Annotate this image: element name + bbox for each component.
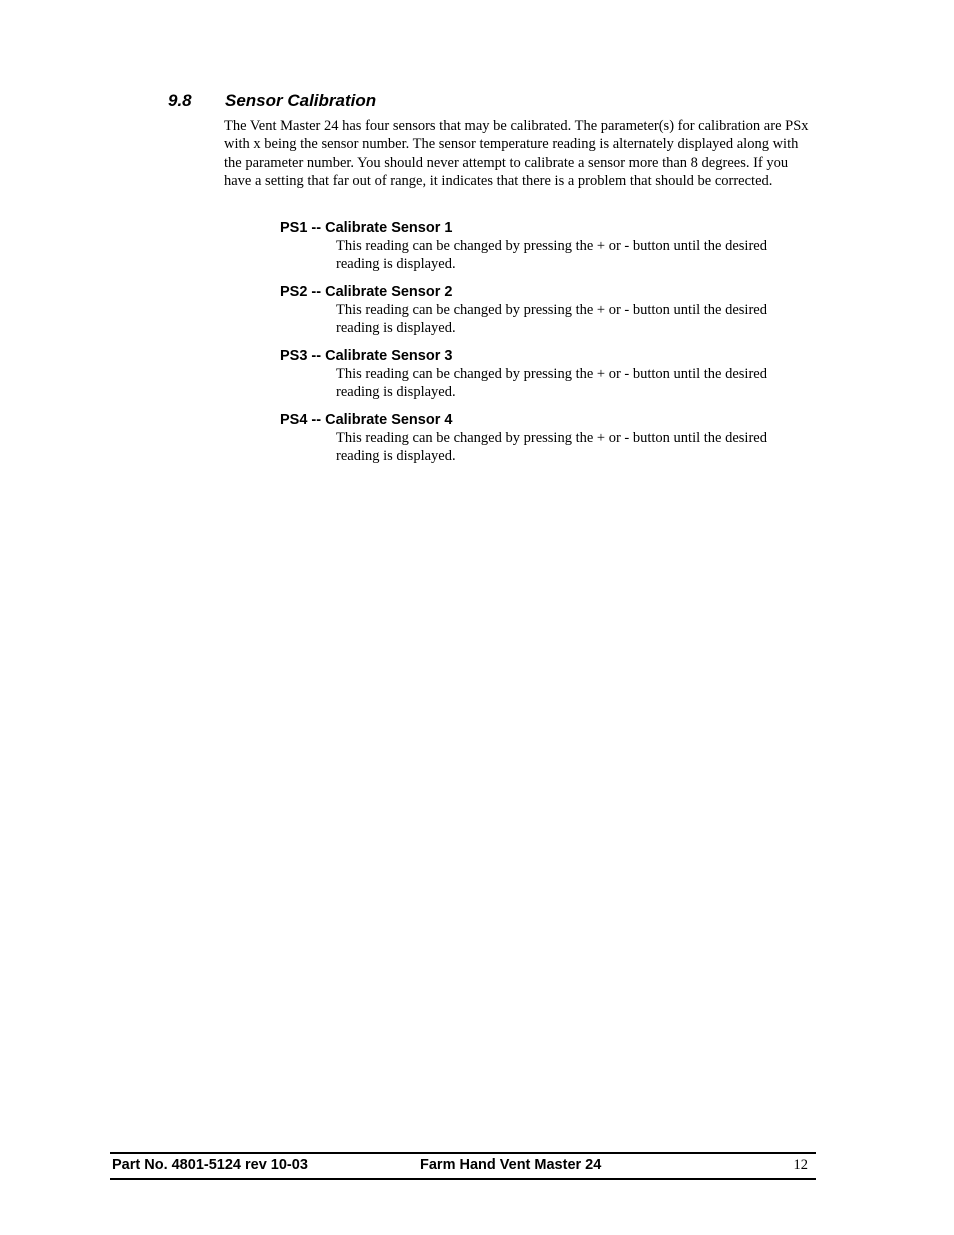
footer-part-number: Part No. 4801-5124 rev 10-03 [112, 1157, 308, 1173]
section-number: 9.8 [168, 91, 192, 110]
section-intro-paragraph: The Vent Master 24 has four sensors that may be calibrated. The parameter(s) for calibration are PSx with x being the sensor number. The sensor temperature reading is alternately displayed along with the parameter number. You should never attempt to calibrate a sensor more than 8 degrees. If you have a setting that far out of range, it indicates that there is a problem that should be corrected. [224, 118, 809, 190]
parameter-item-ps2 [280, 283, 816, 338]
footer-product-name: Farm Hand Vent Master 24 [420, 1157, 602, 1173]
parameter-item-ps1 [280, 219, 816, 274]
footer-page-number: 12 [793, 1157, 808, 1173]
parameter-title: PS2 -- Calibrate Sensor 2 [280, 284, 453, 300]
parameter-title: PS4 -- Calibrate Sensor 4 [280, 412, 453, 428]
page-footer [110, 1152, 816, 1180]
parameter-description: This reading can be changed by pressing the + or - button until the desired reading is displayed. [336, 366, 767, 401]
parameter-item-ps4 [280, 411, 816, 466]
parameter-description: This reading can be changed by pressing the + or - button until the desired reading is displayed. [336, 430, 767, 465]
parameter-description: This reading can be changed by pressing the + or - button until the desired reading is displayed. [336, 238, 767, 273]
parameter-title: PS1 -- Calibrate Sensor 1 [280, 220, 453, 236]
section-heading [168, 91, 376, 111]
parameter-title: PS3 -- Calibrate Sensor 3 [280, 348, 453, 364]
section-title: Sensor Calibration [225, 91, 377, 110]
parameter-item-ps3 [280, 347, 816, 402]
parameter-description: This reading can be changed by pressing the + or - button until the desired reading is displayed. [336, 302, 767, 337]
